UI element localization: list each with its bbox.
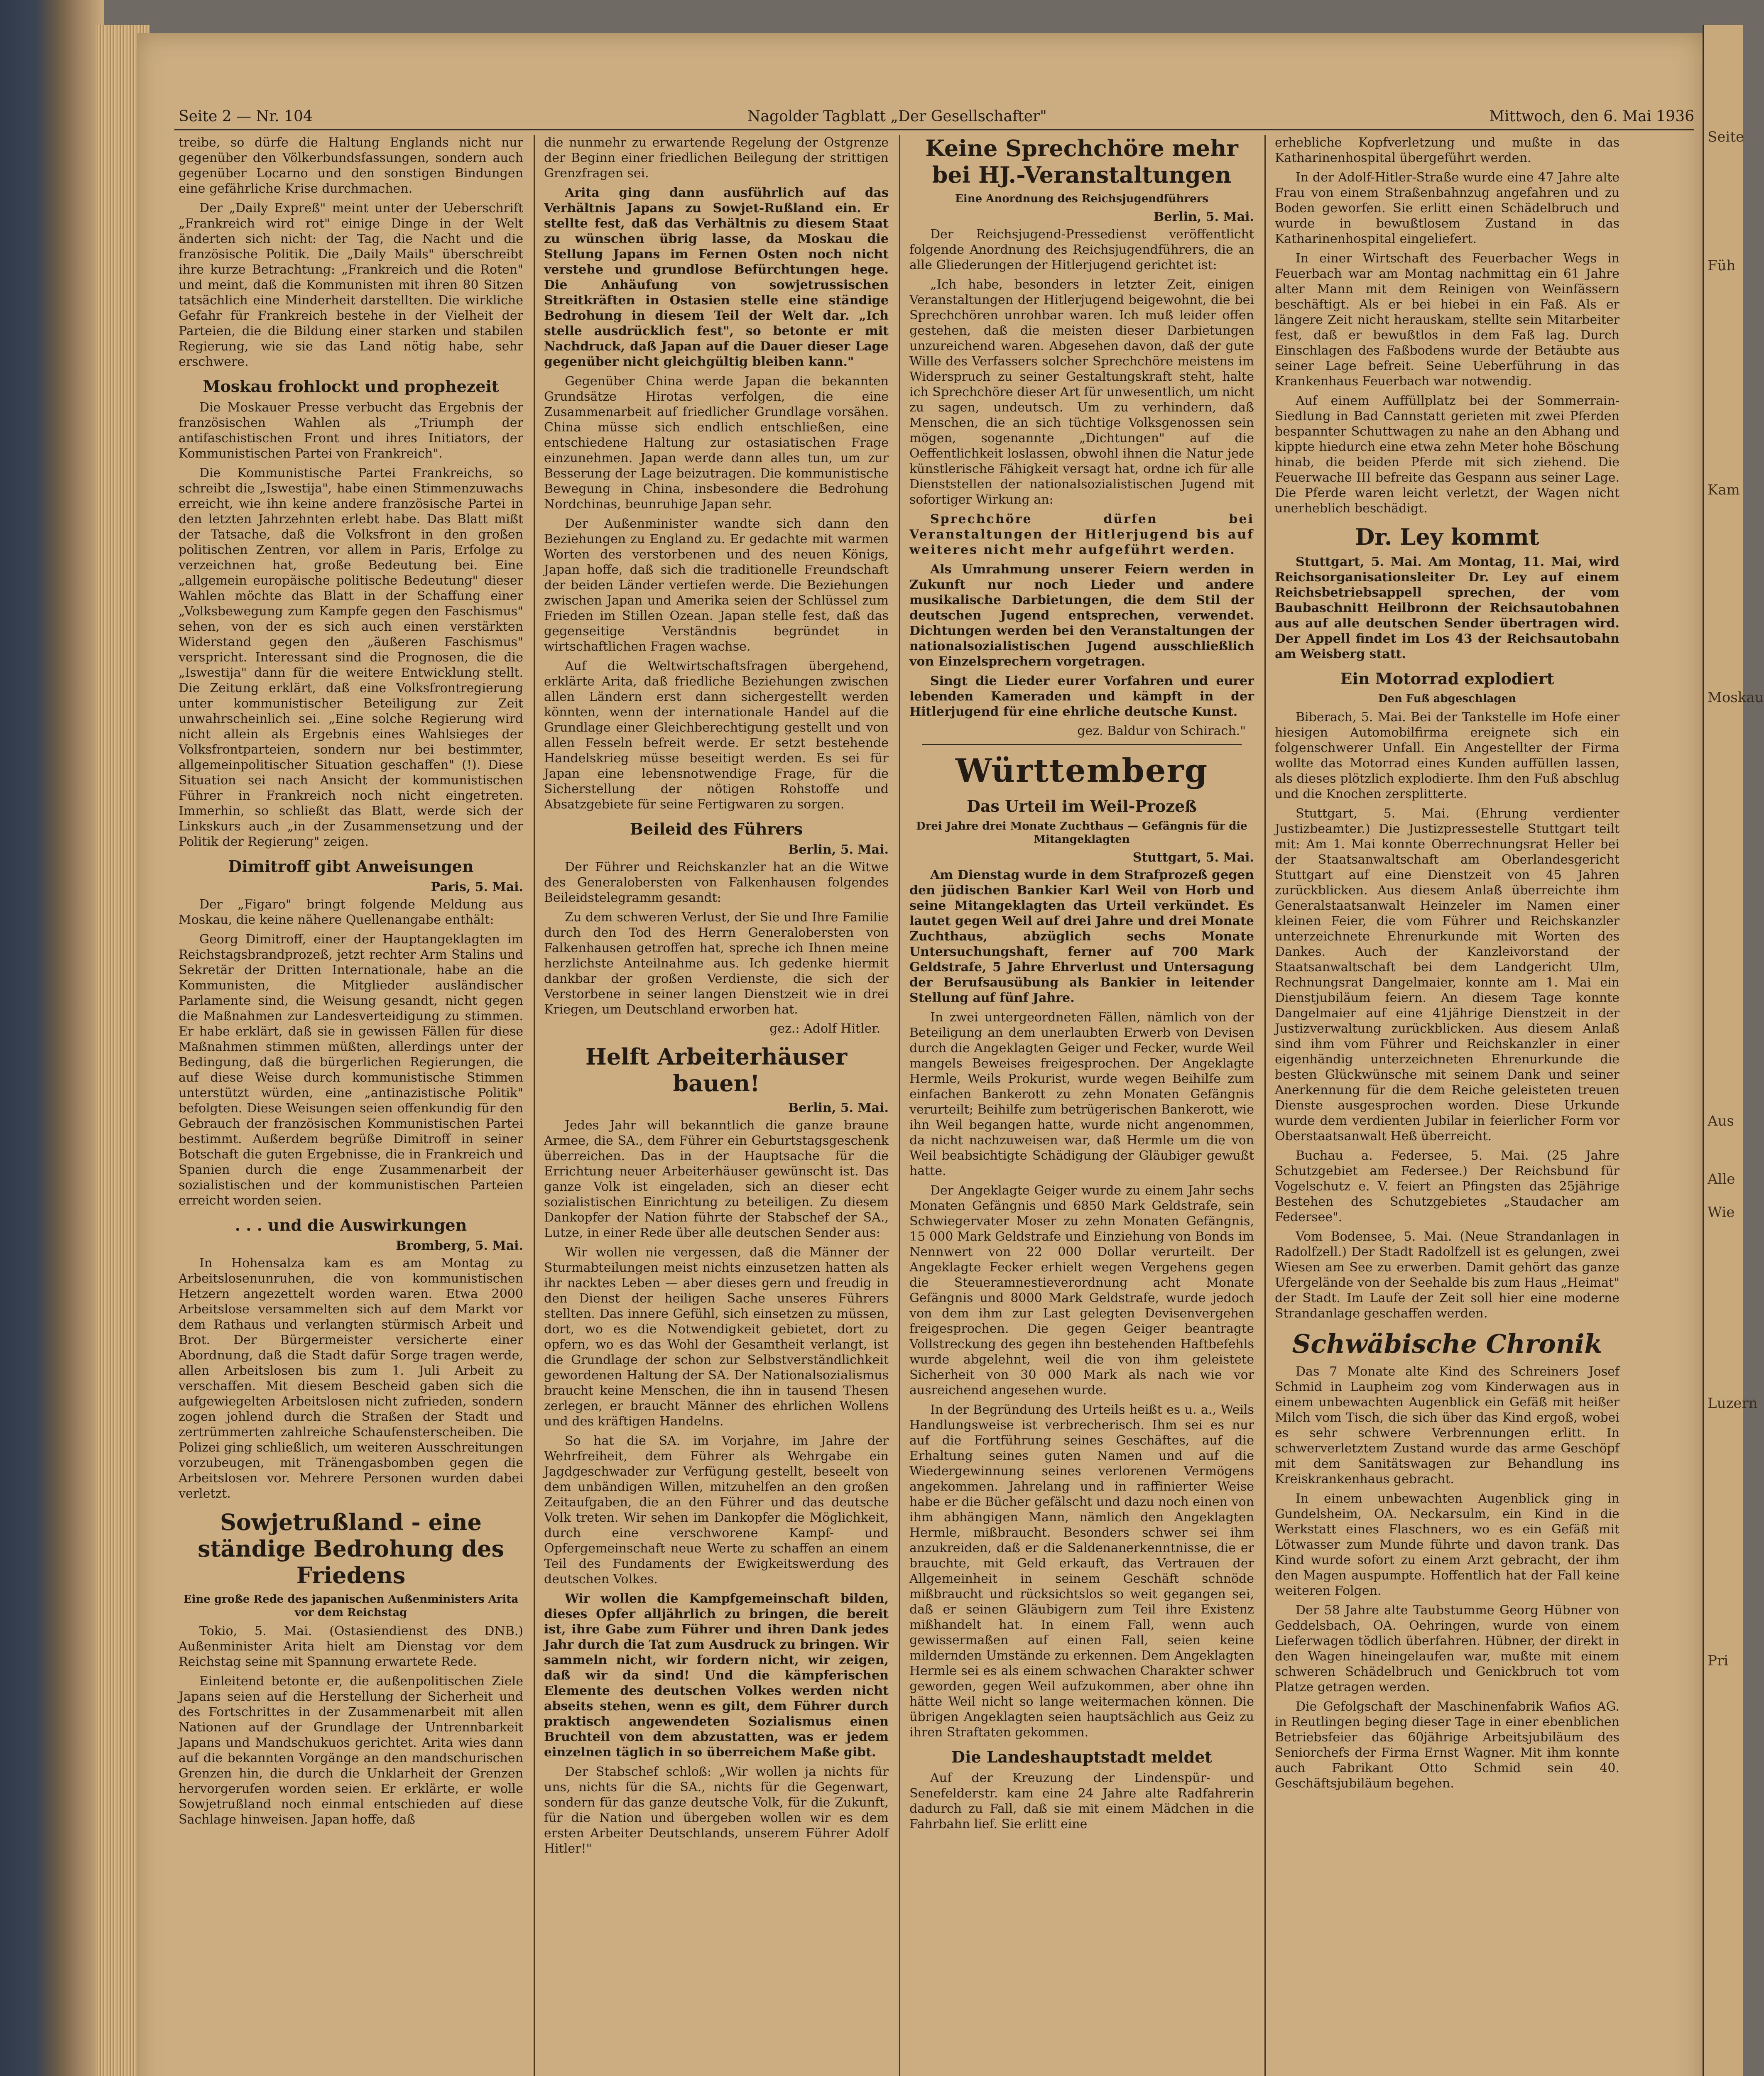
header-date: Mittwoch, den 6. Mai 1936 <box>1489 108 1694 125</box>
article-subheadline: Eine große Rede des japanischen Außenministers Arita vor dem Reichstag <box>183 1593 519 1619</box>
article-paragraph: „Ich habe, besonders in letzter Zeit, einigen Veranstaltungen der Hitlerjugend beigewohnt, die bei Sprechchören unrohbar waren. Ich muß leider offen gestehen, daß die meisten dieser Darbietungen unzureichend waren. Abgesehen davon, daß der gute Wille des Verfassers solcher Sprechchöre meistens im Widerspruch zu seiner Gestaltungskraft steht, halte ich Sprechchöre dieser Art für unwesentlich, um nicht zu sagen, undeutsch. Um zu verhindern, daß Menschen, die an sich tüchtige Volksgenossen sein mögen, sogenannte „Dichtungen" auf die Oeffentlichkeit loslassen, obwohl ihnen die Natur jede künstlerische Fähigkeit versagt hat, ordne ich für alle Dienststellen der nationalsozialistischen Jugend mit sofortiger Wirkung an: <box>909 277 1254 507</box>
column-4 <box>1275 135 1619 1795</box>
column-3 <box>909 135 1254 1836</box>
article-paragraph: treibe, so dürfe die Haltung Englands nicht nur gegenüber den Völkerbundsfassungen, sondern auch gegenüber Locarno und den sonstigen Bindungen eine gefährliche Krise durchmachen. <box>179 135 523 196</box>
article-paragraph: Die Gefolgschaft der Maschinenfabrik Wafios AG. in Reutlingen beging dieser Tage in einer ebenblichen Betriebsfeier das 60jährige Arbeitsjubiläum des Seniorchefs der Firma Ernst Wagner. Mit ihm konnte auch Fabrikant Otto Schmid sein 40. Geschäftsjubiläum begehen. <box>1275 1699 1619 1791</box>
article-paragraph: Der „Daily Expreß" meint unter der Ueberschrift „Frankreich wird rot" einige Dinge in der Welt änderten sich nicht: der Tag, die Nacht und die französische Politik. Die „Daily Mails" überschreibt ihre kurze Betrachtung: „Frankreich und die Roten" und meint, daß die Kommunisten mit ihren 80 Sitzen tatsächlich eine Minderheit darstellten. Die wirkliche Gefahr für Frankreich bestehe in der Vielheit der Parteien, die die Bildung einer starken und stabilen Regierung, wie sie das Land nötig habe, sehr erschwere. <box>179 201 523 369</box>
article-paragraph: die nunmehr zu erwartende Regelung der Ostgrenze der Beginn einer friedlichen Beilegung der strittigen Grenzfragen sei. <box>544 135 889 181</box>
article-paragraph: In der Begründung des Urteils heißt es u. a., Weils Handlungsweise ist verbrecherisch. Ihm sei es nur auf die Fortführung seines Geschäftes, auf die Erhaltung seines guten Namen und auf die Wiedergewinnung seines verlorenen Vermögens angekommen. Jahrelang und in raffinierter Weise habe er die Bücher gefälscht und dazu noch einen von ihm abhängigen Mann, nämlich den Angeklagten Hermle, mißbraucht. Besonders schwer sei ihm anzukreiden, daß er die Saldenanerkenntnisse, die er brauchte, mit Geld erkauft, das Vertrauen der Allgemeinheit in seinem Geschäft schnöde mißbraucht und rücksichtslos so weit gegangen sei, daß er seinen Gläubigern zum Teil ihre Existenz mißhandelt hat. In einem Fall, wenn auch gewissermaßen auf einen Fall, seien keine mildernden Umstände zu erkennen. Dem Angeklagten Hermle sei es als einem schwachen Charakter schwer geworden, gegen Weil aufzukommen, aber ohne ihn hätte Weil nicht so lange weitermachen können. Die übrigen Angeklagten seien hauptsächlich aus Geiz zu ihren Straftaten gekommen. <box>909 1403 1254 1740</box>
newspaper-page <box>137 33 1703 2076</box>
article-paragraph: Wir wollen die Kampfgemeinschaft bilden, dieses Opfer alljährlich zu bringen, die bereit ist, ihre Gabe zum Führer und ihren Dank jedes Jahr durch die Tat zum Ausdruck zu bringen. Wir sammeln nicht, wir fordern nicht, wir zeigen, daß wir da sind! Und die kämpferischen Elemente des deutschen Volkes werden nicht abseits stehen, wenn es gilt, dem Führer durch praktisch angewendeten Sozialismus einen Bruchteil von dem abzustatten, was er jedem einzelnen täglich in so überreichem Maße gibt. <box>544 1591 889 1760</box>
article-paragraph: In Hohensalza kam es am Montag zu Arbeitslosenunruhen, die von kommunistischen Hetzern angezettelt worden waren. Etwa 2000 Arbeitslose versammelten sich auf dem Markt vor dem Rathaus und verlangten stürmisch Arbeit und Brot. Der Bürgermeister versicherte einer Abordnung, daß die Stadt dafür Sorge tragen werde, allen Arbeitslosen bis zum 1. Juli Arbeit zu verschaffen. Mit diesem Bescheid gaben sich die aufgewiegelten Arbeitslosen nicht zufrieden, sondern zogen johlend durch die Straßen der Stadt und zertrümmerten zahlreiche Schaufensterscheiben. Die Polizei ging schließlich, um weiteren Ausschreitungen vorzubeugen, mit Tränengasbomben gegen die Arbeitslosen vor. Mehrere Personen wurden dabei verletzt. <box>179 1256 523 1501</box>
adjacent-page-fragment: Luzern <box>1708 1395 1758 1412</box>
dateline: Berlin, 5. Mai. <box>788 842 889 857</box>
article-paragraph: Auf der Kreuzung der Lindenspür- und Senefelderstr. kam eine 24 Jahre alte Radfahrerin dadurch zu Fall, daß sie mit einem Mädchen in die Fahrbahn lief. Sie erlitt eine <box>909 1771 1254 1831</box>
dateline: Berlin, 5. Mai. <box>1154 210 1254 224</box>
adjacent-page-fragment: Moskau <box>1708 689 1764 706</box>
article-paragraph: In einer Wirtschaft des Feuerbacher Wegs in Feuerbach war am Montag nachmittag ein 61 Jahre alter Mann mit dem Reinigen von Weinfässern beschäftigt. Als er bei hiebei in ein Faß. Als er längere Zeit nicht herauskam, stellte sein Mitarbeiter fest, daß er bewußtlos in dem Faß lag. Durch Einschlagen des Faßbodens wurde der Betäubte aus seiner Lage befreit. Seine Ueberführung in das Krankenhaus Feuerbach war notwendig. <box>1275 251 1619 389</box>
article-paragraph: Die Kommunistische Partei Frankreichs, so schreibt die „Iswestija", habe einen Stimmenzuwachs erreicht, wie ihn keine andere französische Partei in den letzten Jahrzehnten erlebt habe. Das Blatt mißt der Tatsache, daß die Volksfront in den großen politischen Zentren, vor allem in Paris, Erfolge zu verzeichnen hat, große Bedeutung bei. Eine „allgemein europäische politische Bedeutung" dieser Wahlen möchte das Blatt in der Schaffung einer „Volksbewegung zum Kampfe gegen den Faschismus" sehen, von der es sich auch einen verstärkten Widerstand gegen den „äußeren Faschismus" verspricht. Interessant sind die Prognosen, die die „Iswestija" dann für die weitere Entwicklung stellt. Die Zeitung erklärt, daß eine Volksfrontregierung unter kommunistischer Beteiligung zur Zeit unwahrscheinlich sei. „Eine solche Regierung wird nicht allein als Ergebnis eines Wahlsieges der Volksfrontparteien, sondern nur bei bestimmter, allgemeinpolitischer Situation geschaffen" (!). Diese Situation sei nach Ansicht der kommunistischen Führer in Frankreich noch nicht eingetreten. Immerhin, so schließt das Blatt, werde sich der Linkskurs auch „in der Zusammensetzung und der Politik der Regierung" zeigen. <box>179 466 523 849</box>
article-paragraph: Buchau a. Federsee, 5. Mai. (25 Jahre Schutzgebiet am Federsee.) Der Reichsbund für Vogelschutz e. V. feiert an Pfingsten das 25jährige Bestehen des Schutzgebietes „Staudacher am Federsee". <box>1275 1148 1619 1224</box>
article-headline: . . . und die Auswirkungen <box>235 1216 467 1234</box>
section-heading: Schwäbische Chronik <box>1292 1329 1602 1359</box>
article-headline: Dimitroff gibt Anweisungen <box>228 857 474 876</box>
header-masthead: Nagolder Tagblatt „Der Gesellschafter" <box>747 108 1047 125</box>
adjacent-page-edge <box>1703 25 1764 2076</box>
article-paragraph: Der 58 Jahre alte Taubstumme Georg Hübner von Geddelsbach, OA. Oehringen, wurde von einem Lieferwagen tödlich überfahren. Hübner, der direkt in den Wagen hineingelaufen war, mußte mit einem schweren Schädelbruch und Genickbruch tot vom Platze getragen werden. <box>1275 1603 1619 1694</box>
article-paragraph: Das 7 Monate alte Kind des Schreiners Josef Schmid in Laupheim zog vom Kinderwagen aus in einem unbewachten Augenblick ein Gefäß mit heißer Milch vom Tisch, die sich über das Kind ergoß, wobei es sehr schwere Verbrennungen erlitt. In schwerverletztem Zustand wurde das arme Geschöpf mit dem Sanitätswagen zur Behandlung ins Kreiskrankenhaus gebracht. <box>1275 1364 1619 1486</box>
article-headline: Sowjetrußland - eine ständige Bedrohung des Friedens <box>198 1509 504 1589</box>
article-headline: Ein Motorrad explodiert <box>1340 669 1554 688</box>
dateline: Bromberg, 5. Mai. <box>396 1239 523 1253</box>
column-rule <box>534 135 535 2076</box>
article-paragraph: Stuttgart, 5. Mai. Am Montag, 11. Mai, wird Reichsorganisationsleiter Dr. Ley auf einem Reichsbetriebsappell sprechen, der vom Baubaschnitt Heilbronn der Reichsautobahnen aus auf alle deutschen Sender übertragen wird. Der Appell findet im Los 43 der Reichsautobahn am Weisberg statt. <box>1275 555 1619 661</box>
dateline: Paris, 5. Mai. <box>431 880 523 894</box>
section-heading: Württemberg <box>955 752 1208 790</box>
article-paragraph: Der Stabschef schloß: „Wir wollen ja nichts für uns, nichts für die SA., nichts für die Gegenwart, sondern für das ganze deutsche Volk, für die Zukunft, für die Nation und übergeben wollen wir es dem ersten Arbeiter Deutschlands, unserem Führer Adolf Hitler!" <box>544 1765 889 1856</box>
article-paragraph: Zu dem schweren Verlust, der Sie und Ihre Familie durch den Tod des Herrn Generalobersten von Falkenhausen getroffen hat, spreche ich Ihnen meine herzlichste Anteilnahme aus. Ich gedenke hiermit dankbar der großen Verdienste, die sich der Verstorbene in seiner langen Dienstzeit wie in drei Kriegen, um Deutschland erworben hat. <box>544 910 889 1017</box>
article-paragraph: erhebliche Kopfverletzung und mußte in das Katharinenhospital übergeführt werden. <box>1275 135 1619 165</box>
article-headline: Die Landeshauptstadt meldet <box>951 1748 1212 1766</box>
column-rule <box>899 135 900 2076</box>
dateline: Berlin, 5. Mai. <box>788 1101 889 1115</box>
article-paragraph: Der Angeklagte Geiger wurde zu einem Jahr sechs Monaten Gefängnis und 6850 Mark Geldstrafe, sein Schwiegervater Moser zu zehn Monaten Gefängnis, 15 000 Mark Geldstrafe und Einziehung von Bonds im Nennwert von 22 000 Dollar verurteilt. Der Angeklagte Fecker erhielt wegen Vergehens gegen die Steueramnestieverordnung acht Monate Gefängnis und 8000 Mark Geldstrafe, wurde jedoch von dem ihm zur Last gelegten Devisenvergehen freigesprochen. Die gegen Geiger beantragte Vollstreckung des gegen ihn bestehenden Haftbefehls wurde abgelehnt, weil die von ihm geleistete Sicherheit von 30 000 Mark als nach wie vor ausreichend angesehen wurde. <box>909 1183 1254 1398</box>
article-paragraph: Der „Figaro" bringt folgende Meldung aus Moskau, die keine nähere Quellenangabe enthält: <box>179 897 523 927</box>
article-paragraph: Als Umrahmung unserer Feiern werden in Zukunft nur noch Lieder und andere musikalische Darbietungen, die dem Stil der deutschen Jugend entsprechen, verwendet. Dichtungen werden bei den Veranstaltungen der nationalsozialistischen Jugend ausschließlich von Einzelsprechern vorgetragen. <box>909 562 1254 669</box>
article-paragraph: Sprechchöre dürfen bei Veranstaltungen der Hitlerjugend bis auf weiteres nicht mehr aufgeführt werden. <box>909 512 1254 557</box>
article-paragraph: Der Reichsjugend-Pressedienst veröffentlicht folgende Anordnung des Reichsjugendführers, die an alle Gliederungen der Hitlerjugend gerichtet ist: <box>909 227 1254 272</box>
article-paragraph: Die Moskauer Presse verbucht das Ergebnis der französischen Wahlen als „Triumph der antifaschistischen Front und ihres Initiators, der Kommunistischen Partei von Frankreich". <box>179 400 523 461</box>
article-paragraph: Am Dienstag wurde in dem Strafprozeß gegen den jüdischen Bankier Karl Weil von Horb und seine Mitangeklagten das Urteil verkündet. Es lautet gegen Weil auf drei Jahre und drei Monate Zuchthaus, abzüglich sechs Monate Untersuchungshaft, ferner auf 700 Mark Geldstrafe, 5 Jahre Ehrverlust und Untersagung der Berufsausübung als Bankier in leitender Stellung auf fünf Jahre. <box>909 868 1254 1005</box>
article-paragraph: Biberach, 5. Mai. Bei der Tankstelle im Hofe einer hiesigen Automobilfirma ereignete sich ein folgenschwerer Unfall. Ein Angestellter der Firma wollte das Motorrad eines Kunden auffüllen lassen, als dieses plötzlich explodierte. Ihm den Fuß abschlug und die Knochen zersplitterte. <box>1275 710 1619 801</box>
adjacent-page-fragment: Seite <box>1708 129 1744 145</box>
column-rule <box>1264 135 1266 2076</box>
article-paragraph: Georg Dimitroff, einer der Hauptangeklagten im Reichstagsbrandprozeß, jetzt rechter Arm Stalins und Sekretär der Dritten Internationale, habe an die Kommunisten, die Mitglieder ausländischer Parlamente sind, die Weisung gesandt, nicht gegen die Maßnahmen zur Landesverteidigung zu stimmen. Er habe erklärt, daß sie in gewissen Fällen für diese Maßnahmen stimmen müßten, allerdings unter der Bedingung, daß die bürgerlichen Regierungen, die auf diese Weise durch kommunistische Stimmen unterstützt würden, eine „antinazistische Politik" befolgten. Diese Weisungen seien offenkundig für den Gebrauch der französischen Kommunistischen Partei bestimmt. Außerdem begrüße Dimitroff in seiner Botschaft die guten Ergebnisse, die in Frankreich und Spanien durch die enge Zusammenarbeit der sozialistischen und der kommunistischen Parteien erreicht worden seien. <box>179 932 523 1208</box>
page-header <box>174 104 1694 130</box>
column-1 <box>179 135 523 1831</box>
article-paragraph: Der Führer und Reichskanzler hat an die Witwe des Generalobersten von Falkenhausen folgendes Beileidstelegramm gesandt: <box>544 860 889 905</box>
article-paragraph: Tokio, 5. Mai. (Ostasiendienst des DNB.) Außenminister Arita hielt am Dienstag vor dem Reichstag seine mit Spannung erwartete Rede. <box>179 1624 523 1669</box>
article-paragraph: Jedes Jahr will bekanntlich die ganze braune Armee, die SA., dem Führer ein Geburtstagsgeschenk überreichen. Das in der Hauptsache für die Errichtung neuer Arbeiterhäuser gewünscht ist. Das ganze Volk ist eingeladen, sich an dieser echt sozialistischen Einrichtung zu beteiligen. Zu diesem Dankopfer der Nation führte der Stabschef der SA., Lutze, in einer Rede über alle deutschen Sender aus: <box>544 1118 889 1240</box>
article-headline: Keine Sprechchöre mehr bei HJ.-Veranstaltungen <box>925 135 1238 188</box>
article-paragraph: Gegenüber China werde Japan die bekannten Grundsätze Hirotas verfolgen, die eine Zusammenarbeit auf friedlicher Grundlage vorsähen. China müsse sich endlich entschließen, eine entschiedene Haltung zur ostasiatischen Frage einzunehmen. Japan werde dann alles tun, um zur Besserung der Lage beizutragen. Die kommunistische Bewegung in China, insbesondere die Bedrohung Nordchinas, beunruhige Japan sehr. <box>544 374 889 512</box>
article-paragraph: Der Außenminister wandte sich dann den Beziehungen zu England zu. Er gedachte mit warmen Worten des verstorbenen und des neuen Königs, Japan hoffe, daß sich die traditionelle Freundschaft der beiden Länder vertiefen werde. Die Beziehungen zwischen Japan und Amerika seien der Schlüssel zum Frieden im Stillen Ozean. Japan stelle fest, daß das gegenseitige Verständnis begründet in wirtschaftlichen Fragen wachse. <box>544 517 889 654</box>
article-paragraph: Wir wollen nie vergessen, daß die Männer der Sturmabteilungen meist nichts einzusetzen hatten als ihr nacktes Leben — aber dieses gern und freudig in den Dienst der heiligen Sache unseres Führers stellten. Das innere Gefühl, sich einsetzen zu müssen, dort, wo es die Notwendigkeit gebietet, dort zu opfern, wo es das Wohl der Gesamtheit verlangt, ist die Grundlage der schon zur Selbstverständlichkeit gewordenen Haltung der SA. Der Nationalsozialismus braucht keine Menschen, die ihn in tausend Thesen zerlegen, er braucht Männer des ehrlichen Wollens und des kräftigen Handelns. <box>544 1245 889 1429</box>
article-paragraph: In einem unbewachten Augenblick ging in Gundelsheim, OA. Neckarsulm, ein Kind in die Werkstatt eines Flaschners, wo es ein Gefäß mit Lötwasser zum Munde führte und davon trank. Das Kind wurde sofort zu einem Arzt gebracht, der ihm den Magen auspumpte. Hoffentlich hat der Fall keine weiteren Folgen. <box>1275 1491 1619 1598</box>
adjacent-page-fragment: Alle <box>1708 1171 1735 1187</box>
article-paragraph: Singt die Lieder eurer Vorfahren und eurer lebenden Kameraden und kämpft in der Hitlerjugend für eine ehrliche deutsche Kunst. <box>909 674 1254 719</box>
article-paragraph: So hat die SA. im Vorjahre, im Jahre der Wehrfreiheit, dem Führer als Wehrgabe ein Jagdgeschwader zur Verfügung gestellt, beseelt von dem unbändigen Willen, mitzuhelfen an den großen Zeitaufgaben, die an den Führer und das deutsche Volk treten. Wir sehen im Dankopfer die Möglichkeit, durch eine verschworene Kampf- und Opfergemeinschaft neue Werte zu schaffen an einem Teil des Fundaments der Ewigkeitswerdung des deutschen Volkes. <box>544 1434 889 1586</box>
signature: gez.: Adolf Hitler. <box>769 1021 880 1036</box>
article-paragraph: Arita ging dann ausführlich auf das Verhältnis Japans zu Sowjet-Rußland ein. Er stellte fest, daß das Verhältnis zu diesem Staat zu wünschen übrig lasse, da Moskau die Stellung Japans im Fernen Osten noch nicht verstehe und grundlose Befürchtungen hege. Die Anhäufung von sowjetrussischen Streitkräften in Ostasien stelle eine ständige Bedrohung in diesem Teil der Welt dar. „Ich stelle ausdrücklich fest", so betonte er mit Nachdruck, daß Japan auf die Dauer dieser Lage gegenüber nicht gleichgültig bleiben kann." <box>544 186 889 369</box>
adjacent-page-fragment: Aus <box>1708 1113 1734 1129</box>
article-headline: Beileid des Führers <box>630 820 803 838</box>
adjacent-page-fragment: Kam <box>1708 482 1740 498</box>
article-paragraph: Einleitend betonte er, die außenpolitischen Ziele Japans seien auf die Herstellung der Sicherheit und des Fortschrittes in der Zusammenarbeit mit allen Nationen auf der Grundlage der Untrennbarkeit Japans und Mandschukuos gerichtet. Arita wies dann auf die bekannten Vorgänge an den mandschurischen Grenzen hin, die durch die Unklarheit der Grenzen hervorgerufen worden seien. Er erklärte, er wolle Sowjetrußland noch einmal entschieden auf diese Sachlage hinweisen. Japan hoffe, daß <box>179 1674 523 1827</box>
article-paragraph: Vom Bodensee, 5. Mai. (Neue Strandanlagen in Radolfzell.) Der Stadt Radolfzell ist es gelungen, zwei Wiesen am See zu erwerben. Damit gehört das ganze Ufergelände von der Seehalde bis zum Haus „Heimat" der Stadt. Im Laufe der Zeit soll hier eine moderne Strandanlage geschaffen werden. <box>1275 1229 1619 1321</box>
article-paragraph: In zwei untergeordneten Fällen, nämlich von der Beteiligung an dem unerlaubten Erwerb von Devisen durch die Angeklagten Geiger und Fecker, wurde Weil mangels Beweises freigesprochen. Der Angeklagte Hermle, Weils Prokurist, wurde wegen Beihilfe zum einfachen Bankerott zu zehn Monaten Gefängnis verurteilt; Beihilfe zum betrügerischen Bankerott, wie ihn Weil begangen hatte, wurde nicht angenommen, da nicht nachzuweisen war, daß Hermle um die von Weil beabsichtigte Schädigung der Gläubiger gewußt hatte. <box>909 1010 1254 1178</box>
article-paragraph: In der Adolf-Hitler-Straße wurde eine 47 Jahre alte Frau von einem Straßenbahnzug angefahren und zu Boden geworfen. Sie erlitt einen Schädelbruch und wurde in bewußtlosem Zustand in das Katharinenhospital eingeliefert. <box>1275 170 1619 246</box>
adjacent-page-fragment: Wie <box>1708 1204 1735 1221</box>
article-headline: Moskau frohlockt und prophezeit <box>203 377 499 396</box>
adjacent-page-fragment: Pri <box>1708 1652 1729 1669</box>
article-headline: Helft Arbeiterhäuser bauen! <box>585 1043 848 1097</box>
article-paragraph: Auf die Weltwirtschaftsfragen übergehend, erklärte Arita, daß friedliche Beziehungen zwischen allen Ländern erst dann sichergestellt werden könnten, wenn der internationale Handel auf die Grundlage einer Gleichberechtigung gestellt und von allen Fesseln befreit werde. Er setzt bestehende Handelskrieg müsse beseitigt werden. Es sei für Japan eine lebensnotwendige Frage, für die Sicherstellung der nötigen Rohstoffe und Absatzgebiete für seine Fertigwaren zu sorgen. <box>544 659 889 812</box>
adjacent-page-fragment: Füh <box>1708 257 1736 274</box>
article-paragraph: Auf einem Auffüllplatz bei der Sommerrain-Siedlung in Bad Cannstatt gerieten mit zwei Pferden bespannter Schuttwagen zu nahe an den Abhang und kippte hiedurch eine etwa zehn Meter hohe Böschung hinab, die beiden Pferde mit sich ziehend. Die Feuerwache III befreite das Gespann aus seiner Lage. Die Pferde waren leicht verletzt, der Wagen nicht unerheblich beschädigt. <box>1275 394 1619 516</box>
article-headline: Dr. Ley kommt <box>1355 524 1539 550</box>
column-2 <box>544 135 889 1861</box>
dateline: Stuttgart, 5. Mai. <box>1132 850 1254 865</box>
divider <box>922 744 1242 745</box>
book-spine <box>0 0 104 2076</box>
header-page-number: Seite 2 — Nr. 104 <box>179 108 313 125</box>
article-headline: Das Urteil im Weil-Prozeß <box>966 797 1197 815</box>
signature: gez. Baldur von Schirach." <box>1077 724 1246 738</box>
article-subheadline: Den Fuß abgeschlagen <box>1378 693 1517 705</box>
article-subheadline: Eine Anordnung des Reichsjugendführers <box>955 193 1208 205</box>
article-subheadline: Drei Jahre drei Monate Zuchthaus — Gefängnis für die Mitangeklagten <box>916 820 1247 846</box>
article-paragraph: Stuttgart, 5. Mai. (Ehrung verdienter Justizbeamter.) Die Justizpressestelle Stuttgart teilt mit: Am 1. Mai konnte Oberrechnungsrat Heller bei der Staatsanwaltschaft am Oberlandesgericht Stuttgart auf eine Dienstzeit von 45 Jahren zurückblicken. Aus diesem Anlaß überreichte ihm Generalstaatsanwalt Heinzeler im Namen einer kleinen Feier, die vom Führer und Reichskanzler unterzeichnete Ehrenurkunde mit Worten des Dankes. Auch der Kanzleivorstand der Staatsanwaltschaft bei dem Landgericht Ulm, Rechnungsrat Dangelmaier, konnte am 1. Mai ein Dienstjubiläum feiern. An diesem Tage konnte Dangelmaier auf eine 41jährige Dienstzeit in der Justizverwaltung zurückblicken. Aus diesem Anlaß sind ihm vom Führer und Reichskanzler in einer eigenhändig unterzeichneten Ehrenurkunde die besten Glückwünsche mit seinem Dank und seiner Anerkennung für die dem Reiche geleisteten treuen Dienste ausgesprochen worden. Diese Urkunde wurde dem verdienten Jubilar in feierlicher Form vor Oberstaatsanwalt Heß überreicht. <box>1275 806 1619 1143</box>
